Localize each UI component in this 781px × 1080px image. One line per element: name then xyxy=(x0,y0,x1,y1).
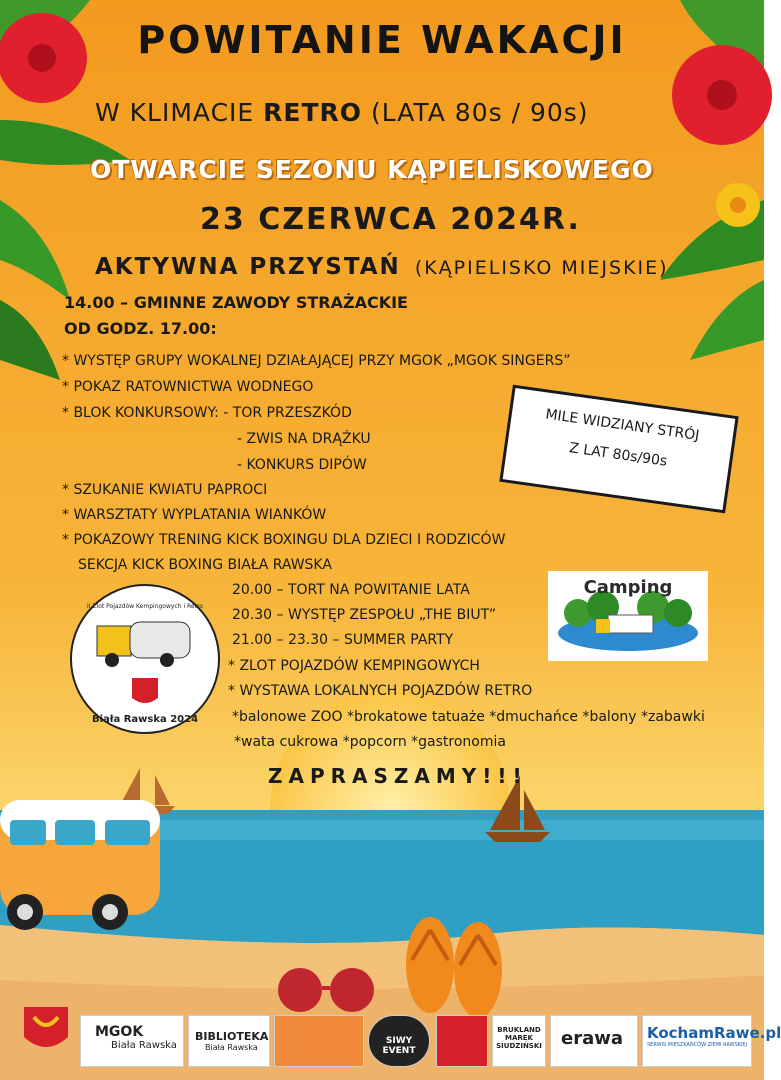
sponsor-name: SIWY EVENT xyxy=(382,1036,416,1056)
list-item: * WARSZTATY WYPLATANIA WIANKÓW xyxy=(62,507,327,523)
sponsor-kochamrawe-logo xyxy=(642,1015,781,1067)
sponsor-brukland-logo xyxy=(492,1015,546,1067)
camping-logo xyxy=(548,571,708,661)
evening-item: 20.00 – TORT NA POWITANIE LATA xyxy=(232,582,470,598)
notice-line-2: Z LAT 80s/90s xyxy=(568,440,669,470)
event-date: 23 CZERWCA 2024R. xyxy=(200,202,581,237)
sponsor-siwy-event-logo xyxy=(368,1015,430,1067)
retro-subtitle-prefix: W KLIMACIE xyxy=(95,98,264,127)
sponsor-library-logo xyxy=(188,1015,270,1067)
list-item: SEKCJA KICK BOXING BIAŁA RAWSKA xyxy=(78,557,332,573)
caravan-rally-text: II Zlot Pojazdów Kempingowych i Retro xyxy=(87,603,203,610)
season-opening-subtitle: OTWARCIE SEZONU KĄPIELISKOWEGO xyxy=(90,155,654,184)
evening-item: * WYSTAWA LOKALNYCH POJAZDÓW RETRO xyxy=(228,683,533,699)
sponsor-sub: SERWIS MIESZKAŃCÓW ZIEMI RAWSKIEJ xyxy=(647,1042,748,1048)
retro-subtitle-suffix: (LATA 80s / 90s) xyxy=(362,98,589,127)
town-crest-icon xyxy=(22,1005,70,1057)
retro-word: RETRO xyxy=(263,98,363,127)
sponsor-sub: Biała Rawska xyxy=(205,1043,258,1052)
retro-van-icon xyxy=(0,800,160,930)
caravan-rally-bottom: Biała Rawska 2024 xyxy=(91,714,199,725)
list-item: * POKAZ RATOWNICTWA WODNEGO xyxy=(62,379,314,395)
sponsor-name: BRUKLAND MAREK SIUDZIŃSKI xyxy=(496,1026,542,1050)
invitation-text: ZAPRASZAMY!!! xyxy=(268,764,528,788)
poster-title: POWITANIE WAKACJI xyxy=(137,18,627,62)
evening-item: 20.30 – WYSTĘP ZESPOŁU „THE BIUT” xyxy=(232,607,497,623)
evening-item: *wata cukrowa *popcorn *gastronomia xyxy=(234,734,506,750)
list-item: * WYSTĘP GRUPY WOKALNEJ DZIAŁAJĄCEJ PRZY MGOK „MGOK SINGERS” xyxy=(62,353,571,369)
list-item: - KONKURS DIPÓW xyxy=(237,457,367,473)
sponsor-name: KochamRawe.pl xyxy=(647,1024,781,1042)
schedule-line-2: OD GODZ. 17.00: xyxy=(64,319,217,338)
evening-item: * ZLOT POJAZDÓW KEMPINGOWYCH xyxy=(228,658,480,674)
venue-name: AKTYWNA PRZYSTAŃ xyxy=(95,254,401,280)
sponsor-erawa-logo xyxy=(550,1015,638,1067)
notice-line-1: MILE WIDZIANY STRÓJ xyxy=(544,406,701,444)
list-item: - ZWIS NA DRĄŻKU xyxy=(237,431,371,447)
list-item: * SZUKANIE KWIATU PAPROCI xyxy=(62,482,268,498)
sponsor-mgok-logo xyxy=(80,1015,184,1067)
list-item: * POKAZOWY TRENING KICK BOXINGU DLA DZIECI I RODZICÓW xyxy=(62,532,506,548)
venue xyxy=(95,254,669,280)
sponsor-name: BIBLIOTEKA xyxy=(195,1030,269,1043)
sponsor-logo-3 xyxy=(274,1015,364,1067)
venue-paren: (KĄPIELISKO MIEJSKIE) xyxy=(414,257,669,279)
caravan-rally-logo xyxy=(70,584,220,734)
retro-subtitle xyxy=(95,98,589,127)
sponsor-name: erawa xyxy=(561,1028,624,1049)
sponsor-sub: Biała Rawska xyxy=(111,1040,177,1051)
evening-item: 21.00 – 23.30 – SUMMER PARTY xyxy=(232,632,454,648)
sponsor-name: MGOK xyxy=(95,1024,144,1040)
camping-logo-text: Camping xyxy=(583,577,673,598)
list-item: * BLOK KONKURSOWY: - TOR PRZESZKÓD xyxy=(62,405,352,421)
schedule-line-1: 14.00 – GMINNE ZAWODY STRAŻACKIE xyxy=(64,293,408,312)
evening-item: *balonowe ZOO *brokatowe tatuaże *dmuchańce *balony *zabawki xyxy=(232,709,705,725)
sponsor-fire-brigade-logo xyxy=(436,1015,488,1067)
